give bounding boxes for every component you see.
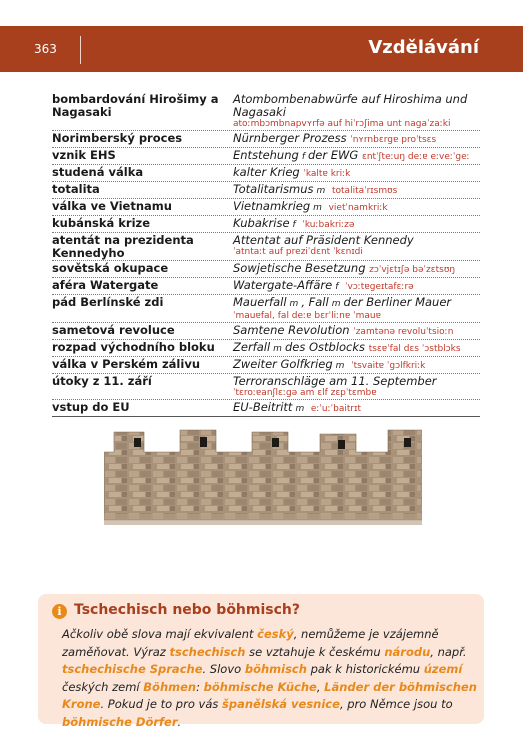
grammatical-gender: m <box>295 404 305 414</box>
german-term: Terroranschläge am 11. September <box>233 374 437 388</box>
czech-term: pád Berlínské zdi <box>52 295 164 309</box>
german-term: Kubakrise <box>233 216 290 230</box>
vocab-row <box>52 92 480 131</box>
text-segment: . <box>177 714 182 729</box>
czech-term: bombardování Hirošimy a Nagasaki <box>52 92 219 119</box>
highlighted-term: böhmische Küche <box>203 679 317 694</box>
vocab-row <box>52 233 480 261</box>
german-entry <box>233 401 480 416</box>
vocab-row <box>52 357 480 374</box>
german-entry <box>233 234 480 260</box>
vocab-row <box>52 261 480 278</box>
german-term: Zerfall <box>233 340 271 354</box>
text-segment: . Pokud je to pro vás <box>100 697 223 711</box>
highlighted-term: böhmische Dörfer <box>62 714 178 729</box>
info-icon: i <box>52 604 67 619</box>
german-entry <box>233 149 480 164</box>
pronunciation: ˈatntaːt auf preziˈdɛnt ˈkɛnɪdi <box>233 247 363 257</box>
german-term: Sowjetische Besetzung <box>233 261 366 275</box>
german-term: Vietnamkrieg <box>233 199 311 213</box>
pronunciation: ˈtsvaitɐ ˈgɔlfkriːk <box>351 361 426 371</box>
german-term: kalter Krieg <box>233 165 300 179</box>
czech-term: atentát na prezidenta Kennedyho <box>52 233 194 260</box>
highlighted-term: národu <box>384 644 431 659</box>
vocab-row <box>52 148 480 165</box>
info-title: Tschechisch nebo böhmisch? <box>74 602 301 618</box>
vocab-row <box>52 323 480 340</box>
highlighted-term: český <box>257 627 294 641</box>
czech-term: vznik EHS <box>52 148 116 162</box>
german-term-continued: der Berliner Mauer <box>343 295 452 309</box>
grammatical-gender: m <box>335 361 345 371</box>
german-entry <box>233 279 480 294</box>
text-segment: českých zemí <box>62 679 144 694</box>
german-entry <box>233 358 480 373</box>
section-title: Vzdělávání <box>368 37 479 58</box>
czech-term: vstup do EU <box>52 400 130 414</box>
vocabulary-table <box>52 92 480 417</box>
german-entry <box>233 93 480 130</box>
info-text <box>62 626 482 731</box>
german-term: Entstehung <box>233 148 299 162</box>
german-entry <box>233 296 480 322</box>
pronunciation: ˈnʏrnbɛrgɐ proˈtsɛs <box>350 135 437 145</box>
czech-term: studená válka <box>52 165 144 179</box>
header-divider <box>80 36 81 64</box>
vocab-row <box>52 400 480 417</box>
german-entry <box>233 200 480 215</box>
highlighted-term: Länder der böhmischen Krone <box>62 679 477 711</box>
german-term-continued: des Ostblocks <box>284 340 366 354</box>
text-segment: Ačkoliv obě slova mají ekvivalent <box>62 627 258 641</box>
highlighted-term: böhmisch <box>244 662 307 676</box>
highlighted-term: území <box>423 662 463 676</box>
text-segment: . Slovo <box>202 662 245 676</box>
german-term: Nürnberger Prozess <box>233 131 347 145</box>
pronunciation: ˈmauɐfal, fal deːɐ bɛrˈliːnɐ ˈmauɐ <box>233 311 381 321</box>
german-entry <box>233 166 480 181</box>
vocab-row <box>52 295 480 323</box>
grammatical-gender: f <box>301 152 305 162</box>
pronunciation: zɔˈvjɛtɪʃə bəˈzɛtsʊŋ <box>369 265 456 275</box>
czech-term: útoky z 11. září <box>52 374 152 388</box>
page-number: 363 <box>34 42 57 56</box>
german-entry <box>233 183 480 198</box>
grammatical-gender: m <box>316 186 326 196</box>
german-entry <box>233 341 480 356</box>
highlighted-term: tschechisch <box>169 644 246 659</box>
german-term: Samtene Revolution <box>233 323 350 337</box>
highlighted-term: Böhmen <box>143 679 197 694</box>
vocab-row <box>52 278 480 295</box>
page-header <box>0 26 523 72</box>
pronunciation: atoːmbɔmbnapvʏrfə auf hiˈrɔʃima unt nagaˈzaːki <box>233 119 451 129</box>
czech-term: rozpad východního bloku <box>52 340 215 354</box>
grammatical-gender: m <box>331 299 341 309</box>
pronunciation: vietˈnamkriːk <box>328 203 388 213</box>
german-term: Watergate-Affäre <box>233 278 333 292</box>
castle-wall-image <box>104 428 422 525</box>
highlighted-term: tschechische Sprache <box>62 662 203 676</box>
text-segment: , nemůžeme je vzájemně zaměňovat. Výraz <box>62 627 439 659</box>
pronunciation: ˈzamtənə revoluˈtsioːn <box>353 327 454 337</box>
german-term: Attentat auf Präsident Kennedy <box>233 233 414 247</box>
german-entry <box>233 324 480 339</box>
german-entry <box>233 262 480 277</box>
german-term: Mauerfall <box>233 295 287 309</box>
vocab-row <box>52 216 480 233</box>
vocab-row <box>52 182 480 199</box>
text-segment: , <box>316 679 325 694</box>
vocab-row <box>52 165 480 182</box>
german-term: Zweiter Golfkrieg <box>233 357 333 371</box>
german-term-continued: , Fall <box>301 295 329 309</box>
vocab-row <box>52 199 480 216</box>
text-segment: , např. <box>430 644 467 659</box>
info-box <box>38 594 484 729</box>
pronunciation: ɛntˈʃteːuŋ deːɐ eːveːˈgeː <box>361 152 470 162</box>
czech-term: sovětská okupace <box>52 261 169 275</box>
grammatical-gender: m <box>313 203 322 213</box>
czech-term: totalita <box>52 182 100 196</box>
grammatical-gender: m <box>289 299 299 309</box>
german-term: EU-Beitritt <box>233 400 293 414</box>
grammatical-gender: f <box>292 220 296 230</box>
german-entry <box>233 217 480 232</box>
grammatical-gender: m <box>273 344 282 354</box>
pronunciation: totalitaˈrɪsmʊs <box>331 186 398 196</box>
czech-term: kubánská krize <box>52 216 151 230</box>
text-segment: se vztahuje k českému <box>245 644 385 659</box>
german-entry <box>233 375 480 399</box>
pronunciation: tsɛɐˈfal dɛs ˈɔstblɔks <box>368 344 461 354</box>
czech-term: Norimberský proces <box>52 131 183 145</box>
czech-term: sametová revoluce <box>52 323 175 337</box>
pronunciation: ˈkuːbakriːzə <box>302 220 355 230</box>
german-term-continued: der EWG <box>307 148 359 162</box>
highlighted-term: španělská vesnice <box>222 697 340 711</box>
text-segment: , pro Němce jsou to <box>339 697 453 711</box>
grammatical-gender: f <box>335 282 339 292</box>
pronunciation: ˈvɔːtɐgeɪtafɛːrə <box>345 282 414 292</box>
pronunciation: eːˈuːˈbaitrɪt <box>310 404 361 414</box>
vocab-row <box>52 131 480 148</box>
german-entry <box>233 132 480 147</box>
vocab-row <box>52 374 480 400</box>
czech-term: aféra Watergate <box>52 278 159 292</box>
german-term: Totalitarismus <box>233 182 314 196</box>
vocab-row <box>52 340 480 357</box>
czech-term: válka ve Vietnamu <box>52 199 172 213</box>
german-term: Atombombenabwürfe auf Hiroshima und Nagasaki <box>233 92 468 119</box>
pronunciation: ˈtɛroːɐanʃlɛːgə am ɛlf zɛpˈtɛmbɐ <box>233 388 377 398</box>
text-segment: : <box>196 679 204 694</box>
czech-term: válka v Perském zálivu <box>52 357 201 371</box>
text-segment: pak k historickému <box>306 662 424 676</box>
pronunciation: ˈkaltɐ kriːk <box>303 169 351 179</box>
